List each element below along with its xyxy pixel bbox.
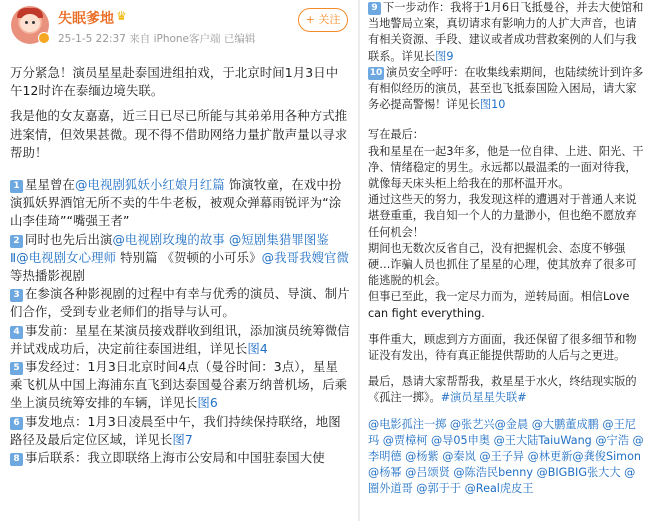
post-continuation: [368, 0, 644, 498]
list-item: 6 事发地点：1月3日凌晨至中午，我们持续保持联络，地图路径及最后定位区域，详见长图7: [10, 413, 341, 447]
post-paragraph: 我是他的女友嘉嘉，近三日已尽已所能与其弟弟用各种方式推进案情，但效果甚微。现不得不借助网络力量扩散声量以寻求帮助！: [10, 108, 348, 160]
list-item: 2 同时也先后出演@电视剧玫瑰的故事 @短剧集猎罪图鉴 Ⅱ@电视剧女心理师 特别篇 《贺顿的小可乐》@我哥我嫂官微 等热播影视剧: [10, 231, 350, 284]
mention-link[interactable]: @电视剧狐妖小红娘月红篇: [74, 177, 225, 193]
closing-paragraph: 但事已至此，我一定尽力而为，逆转局面。相信Love can fight everything.: [368, 290, 630, 320]
number-badge-icon: 1: [10, 180, 23, 193]
list-item: 10 演员安全呼吁：在收集线索期间，也陆续统计到许多有相似经历的演员，甚至也飞抵泰国险入困局，请大家务必提高警惕！详见长图10: [368, 65, 644, 112]
number-badge-icon: 5: [10, 362, 23, 375]
closing-title: 写在最后：: [368, 128, 424, 142]
post-header: [0, 0, 358, 56]
number-badge-icon: 6: [10, 417, 23, 430]
closing-paragraph: 我和星星在一起3年多，他是一位自律、上进、阳光、干净、情绪稳定的男生。永远都以最温柔的一面对待我，就像每天床头柜上给我在的那杯温开水。: [368, 144, 644, 191]
number-badge-icon: 9: [368, 2, 381, 15]
number-badge-icon: 2: [10, 235, 23, 248]
image-link[interactable]: 图7: [172, 431, 193, 447]
list-item: 3 在参演各种影视剧的过程中有幸与优秀的演员、导演、制片们合作，受到专业老师们的指导与认可。: [10, 286, 350, 320]
image-link[interactable]: 图6: [197, 395, 218, 411]
list-item: 1 星星曾在@电视剧狐妖小红娘月红篇 饰演牧童，在戏中扮演狐妖界酒馆无所不卖的牛牛老板，被观众弹幕雨锐评为“涂山李佳琦”“嘴强王者”: [10, 177, 342, 229]
post-body: [10, 64, 350, 467]
face-icon: [20, 14, 40, 32]
number-badge-icon: 3: [10, 289, 23, 302]
closing-paragraph: 通过这些天的努力，我发现这样的遭遇对于普通人来说堪登重重，我自知一个人的力量渺小，但也绝不愿放弃任何机会！: [368, 193, 637, 239]
post-meta: 25-1-5 22:37 来自 iPhone客户端 已编辑: [58, 33, 256, 45]
list-item: 4 事发前：星星在某演员接戏群收到组讯，添加演员统筹微信并试戏成功后，决定前往泰国进组，详见长图4: [10, 322, 350, 356]
post-list: [10, 176, 350, 467]
eye-icon: [32, 21, 35, 24]
image-link[interactable]: 图4: [247, 340, 268, 356]
image-link[interactable]: 图10: [479, 98, 506, 112]
verified-badge-icon: [38, 32, 50, 44]
hashtag-link[interactable]: #演员星星失联#: [440, 391, 527, 405]
closing-paragraph: 事件重大，顾虑到方方面面，我还保留了很多细节和物证没有发出，待有真正能提供帮助的人后与之更进。: [368, 332, 637, 363]
image-link[interactable]: 图9: [435, 49, 454, 63]
mention-link[interactable]: @电视剧玫瑰的故事 @短剧集猎罪图鉴 Ⅱ@电视剧女心理师: [10, 231, 329, 265]
closing-paragraph: 最后，恳请大家帮帮我，救星星于水火，终结现实版的《孤注一掷》。#演员星星失联#: [368, 375, 637, 405]
list-item: 8 事后联系：我立即联络上海市公安局和中国驻泰国大使: [10, 449, 350, 467]
post-paragraph: 万分紧急！演员星星赴泰国进组拍戏，于北京时间1月3日中午12时许在泰缅边境失联。: [10, 65, 339, 99]
username[interactable]: 失眠爹地: [58, 11, 114, 27]
number-badge-icon: 8: [10, 453, 23, 466]
list-item: 9 下一步动作：我将于1月6日飞抵曼谷，并去大使馆和当地警局立案，真切请求有影响力的人扩大声音，也请有相关资源、手段、建议或者成功营救案例的人们与我联系。详见长图9: [368, 1, 644, 63]
crown-icon: ♛: [116, 9, 127, 23]
mention-list[interactable]: @电影孤注一掷 @张艺兴@金晨 @大鹏董成鹏 @王尼玛 @贾樟柯 @导05申奥 @王大陆TaiuWang @宁浩 @李明德 @杨紫 @秦岚 @王子异 @林更新@龚俊Simon @杨幂 @吕颂贤 @陈浩民benny @BIGBIG张大大 @圈外道哥 @郭于于 @Real虎皮王: [368, 417, 644, 496]
number-badge-icon: 4: [10, 326, 23, 339]
follow-button[interactable]: + 关注: [298, 8, 348, 32]
closing-paragraph: 期间也无数次反省自己，没有把握机会、态度不够强硬…诈骗人员也抓住了星星的心理，使其放弃了很多可能逃脱的机会。: [368, 241, 637, 288]
eye-icon: [25, 21, 28, 24]
post-right-panel: [360, 0, 650, 521]
mention-link[interactable]: @我哥我嫂官微: [261, 249, 350, 265]
list-item: 5 事发经过：1月3日北京时间4点（曼谷时间：3点），星星乘飞机从中国上海浦东直飞到达泰国曼谷素万纳普机场，后乘坐上演员统筹安排的车辆，详见长图6: [10, 359, 348, 411]
number-badge-icon: 10: [369, 67, 383, 78]
